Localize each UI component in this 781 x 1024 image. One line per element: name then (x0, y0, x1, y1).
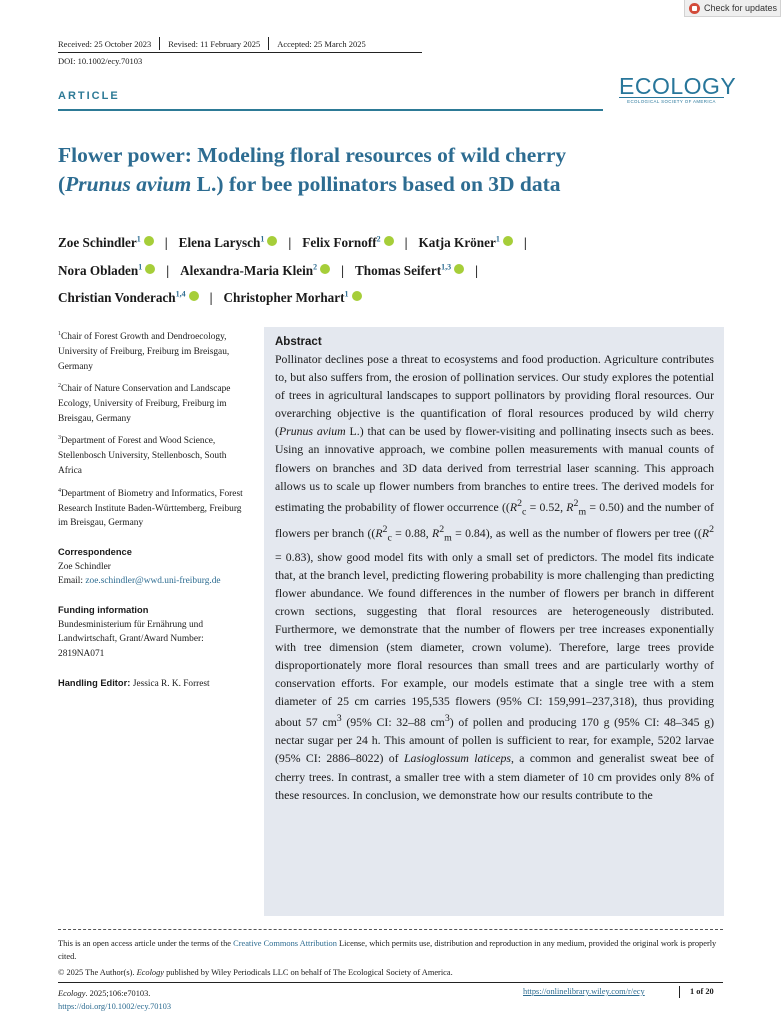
author-separator: | (475, 262, 478, 278)
orcid-icon[interactable] (267, 236, 277, 246)
article-rule (58, 109, 603, 111)
doi-header: DOI: 10.1002/ecy.70103 (58, 56, 143, 66)
journal-citation: Ecology. 2025;106:e70103. https://doi.org/10.1002/ecy.70103 (58, 989, 172, 1011)
orcid-icon[interactable] (144, 236, 154, 246)
orcid-icon[interactable] (503, 236, 513, 246)
correspondence-heading: Correspondence (58, 546, 132, 557)
author[interactable]: Zoe Schindler$^1$ (58, 235, 154, 250)
author-list (58, 228, 708, 310)
handling-editor-label: Handling Editor: (58, 677, 131, 688)
title-paren: ( (58, 172, 66, 196)
abstract-box (264, 327, 724, 916)
handling-editor (58, 676, 248, 692)
license-link[interactable]: Creative Commons Attribution (233, 939, 337, 948)
page-divider (679, 986, 680, 998)
author[interactable]: Thomas Seifert$^{1,3}$ (355, 263, 464, 278)
author[interactable]: Nora Obladen$^1$ (58, 263, 155, 278)
author[interactable]: Christopher Morhart$^1$ (224, 290, 362, 305)
affiliation: $^1$Chair of Forest Growth and Dendroecology, University of Freiburg, Freiburg im Breisgau, Germany (58, 331, 230, 372)
abstract-text: Pollinator declines pose a threat to ecosystems and food production. Agriculture contributes to, but also suffers from, the erosion of pollination services. Our study explores the potential of trees in agricultural landscapes to support pollinators by providing floral resources. Our overarching objective is the quantification of floral resources produced by wild cherry (Prunus avium L.) that can be used by flower-visiting and pollinating insects such as bees. Using an innovative approach, we combine pollen measurements with manual counts of flowers on branches and 3D data derived from terrestrial laser scanning. This approach allows us to scale up flower numbers from branches to entire trees. The derived models for estimating the probability of flower occurrence (($R^2_c = 0.52$, $R^2_m = 0.50$) and the number of flowers per branch (($R^2_c = 0.88$, $R^2_m = 0.84$), as well as the number of flowers per tree ($(R^2 = 0.83)$, show good model fits with only a small set of predictors. The model fits indicate that, at the branch level, predicting flowering probability is more challenging than predicting flower abundance. We found differences in the number of flowers per branch in different crown sections, suggesting that floral resources are heterogeneously distributed. Furthermore, we demonstrate that the number of flowers per tree increases exponentially with tree dimension (stem diameter, crown volume). Therefore, large trees provide disproportionately more floral resources than small trees and are particularly worthy of conservation efforts. For example, our models estimate that a single tree with a stem diameter of 25 cm carries 195,535 flowers (95% CI: 159,991–237,318), thus providing about 57 $cm^3$ (95% CI: 32–88 $cm^3$) of pollen and producing 170 g (95% CI: 48–345 g) nectar sugar per 24 h. This amount of pollen is sufficient to rear, for example, 5202 larvae (95% CI: 2886–8022) of Lasioglossum laticeps, a common and generalist sweat bee of cherry trees. In contrast, a smaller tree with a stem diameter of 10 cm provides only 8% of these resources. In conclusion, we demonstrate how our results contribute to the (275, 352, 715, 802)
title-species: Prunus avium (65, 172, 192, 196)
license-text: This is an open access article under the terms of the Creative Commons Attribution License, which permits use, distribution and reproduction in any medium, provided the original work is properly cited. (58, 939, 717, 961)
author-separator: | (341, 262, 345, 278)
affiliation: $^4$Department of Biometry and Informatics, Forest Research Institute Baden-Württemberg, Freiburg im Breisgau, Germany (58, 487, 243, 529)
copyright-text: © 2025 The Author(s). Ecology published by Wiley Periodicals LLC on behalf of The Ecological Society of America. (58, 968, 453, 977)
dates-rule (58, 52, 422, 53)
received-date: Received: 25 October 2023 (58, 38, 152, 49)
funding-heading: Funding information (58, 605, 149, 616)
correspondence-name: Zoe Schindler (58, 561, 111, 572)
logo-wordmark: ECOLOGY (619, 73, 737, 99)
license-footer (58, 937, 728, 982)
journal-logo[interactable] (619, 73, 737, 104)
correspondence-email: Email: zoe.schindler@wwd.uni-freiburg.de (58, 576, 221, 587)
affiliation: $^3$Department of Forest and Wood Science, Stellenbosch University, Stellenbosch, South Africa (58, 435, 227, 476)
article-dates (58, 37, 366, 50)
date-divider (268, 37, 269, 50)
author[interactable]: Elena Larysch$^1$ (179, 235, 278, 250)
orcid-icon[interactable] (384, 236, 394, 246)
orcid-icon[interactable] (320, 264, 330, 274)
logo-society: ECOLOGICAL SOCIETY OF AMERICA (619, 97, 724, 104)
check-updates-icon (689, 3, 700, 14)
affiliation: $^2$Chair of Nature Conservation and Landscape Ecology, University of Freiburg, Freiburg im Breisgau, Germany (58, 383, 231, 424)
revised-date: Revised: 11 February 2025 (168, 38, 261, 49)
check-updates-label: Check for updates (704, 3, 778, 13)
orcid-icon[interactable] (454, 264, 464, 274)
author-separator: | (288, 235, 292, 251)
article-type-label: ARTICLE (58, 90, 120, 102)
orcid-icon[interactable] (189, 291, 199, 301)
author[interactable]: Christian Vonderach$^{1,4}$ (58, 290, 199, 305)
author-separator: | (164, 235, 168, 251)
accepted-date: Accepted: 25 March 2025 (277, 38, 366, 49)
sidebar-info (58, 327, 248, 692)
title-line-2: L.) for bee pollinators based on 3D data (191, 172, 561, 196)
orcid-icon[interactable] (352, 291, 362, 301)
footer-divider (58, 929, 723, 930)
handling-editor-name: Jessica R. K. Forrest (132, 678, 210, 689)
doi-link[interactable]: https://doi.org/10.1002/ecy.70103 (58, 1002, 172, 1011)
bottom-rule (58, 982, 723, 983)
email-link[interactable]: zoe.schindler@wwd.uni-freiburg.de (85, 576, 221, 587)
author-separator: | (404, 235, 408, 251)
abstract-heading: Abstract (275, 336, 322, 348)
author[interactable]: Felix Fornoff$^2$ (302, 235, 393, 250)
funding-text: Bundesministerium für Ernährung und Landwirtschaft, Grant/Award Number: 2819NA071 (58, 619, 204, 660)
check-for-updates-button[interactable] (684, 0, 781, 17)
author-separator: | (209, 290, 213, 306)
author-separator: | (523, 235, 527, 251)
orcid-icon[interactable] (145, 264, 155, 274)
title-line-1: Flower power: Modeling floral resources of wild cherry (58, 143, 567, 167)
online-library-link[interactable]: https://onlinelibrary.wiley.com/r/ecy (523, 987, 645, 996)
author[interactable]: Katja Kröner$^1$ (419, 235, 513, 250)
article-title (58, 141, 708, 199)
author-separator: | (166, 262, 170, 278)
page-number: 1 of 20 (690, 987, 714, 996)
date-divider (159, 37, 160, 50)
author[interactable]: Alexandra-Maria Klein$^2$ (180, 263, 330, 278)
